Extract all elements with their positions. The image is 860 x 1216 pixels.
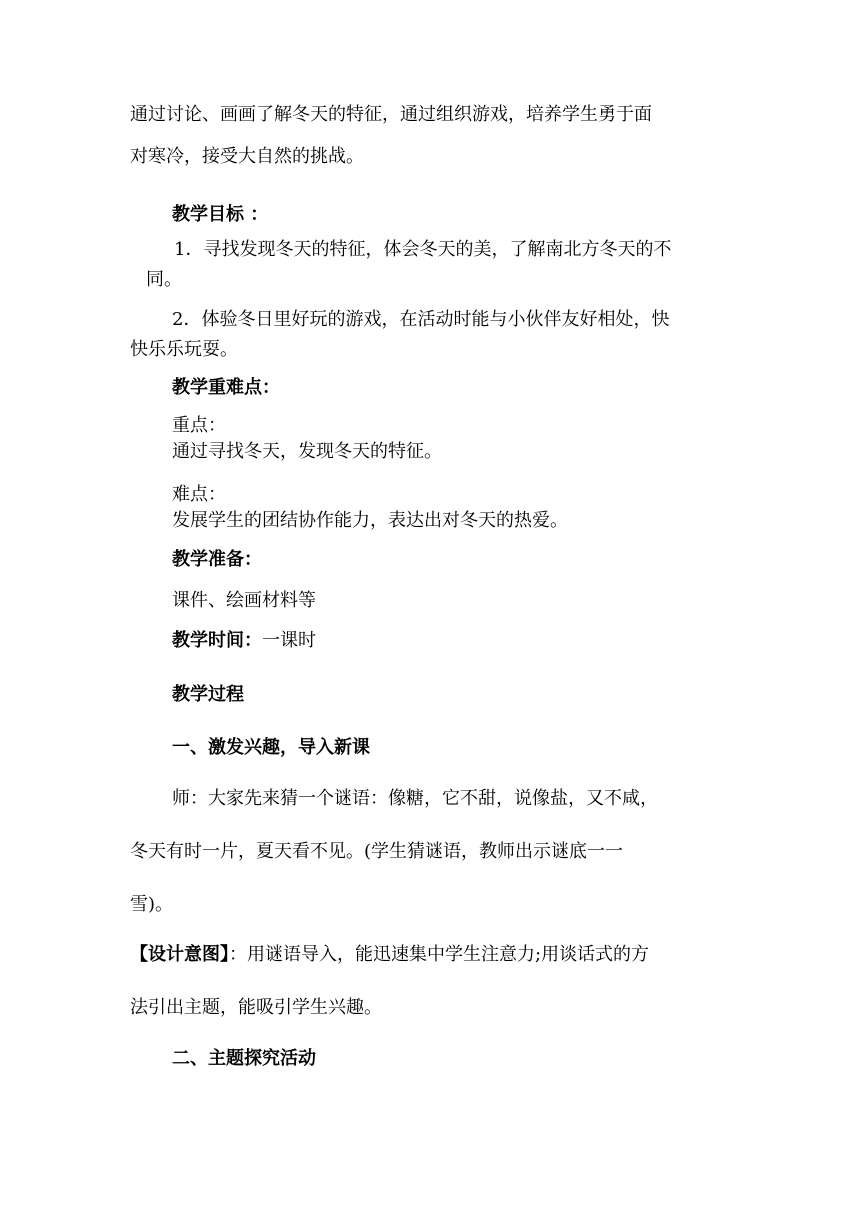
design-intent-line-2: 法引出主题，能吸引学生兴趣。 [130, 997, 382, 1018]
difficulty-text: 发展学生的团结协作能力，表达出对冬天的热爱。 [172, 510, 568, 531]
teacher-line-2: 冬天有时一片，夏天看不见。(学生猜谜语，教师出示谜底一一 [130, 841, 624, 862]
design-intent-text: ：用谜语导入，能迅速集中学生注意力;用谈话式的方 [229, 944, 650, 965]
objective-1-line-1: 1．寻找发现冬天的特征，体会冬天的美，了解南北方冬天的不 [174, 239, 672, 260]
section-1-title: 一、激发兴趣，导入新课 [172, 737, 370, 758]
design-intent-label: 【设计意图】 [130, 944, 229, 965]
intro-line-2: 对寒冷，接受大自然的挑战。 [130, 146, 364, 167]
section-2-title: 二、主题探究活动 [172, 1048, 316, 1069]
preparation-heading: 教学准备： [172, 549, 262, 570]
key-points-heading: 教学重难点： [172, 377, 280, 398]
intro-line-1: 通过讨论、画画了解冬天的特征，通过组织游戏，培养学生勇于面 [130, 104, 652, 125]
preparation-text: 课件、绘画材料等 [172, 590, 316, 611]
difficulty-label: 难点： [172, 484, 226, 505]
objective-2-line-1: 2．体验冬日里好玩的游戏，在活动时能与小伙伴友好相处，快 [172, 309, 670, 330]
teacher-line-1: 师：大家先来猜一个谜语：像糖，它不甜，说像盐，又不咸， [172, 788, 658, 809]
key-point-text: 通过寻找冬天，发现冬天的特征。 [172, 441, 442, 462]
process-heading: 教学过程 [172, 684, 244, 705]
teacher-line-3: 雪)。 [130, 894, 174, 915]
key-point-label: 重点： [172, 415, 226, 436]
objectives-heading: 教学目标 ： [172, 204, 269, 225]
objective-1-line-2: 同。 [146, 269, 182, 290]
teaching-time-label: 教学时间： [172, 630, 262, 651]
teaching-time-value: 一课时 [262, 630, 316, 651]
design-intent-line-1 [130, 937, 730, 973]
teaching-time [172, 623, 772, 659]
objective-2-line-2: 快乐乐玩耍。 [130, 339, 238, 360]
